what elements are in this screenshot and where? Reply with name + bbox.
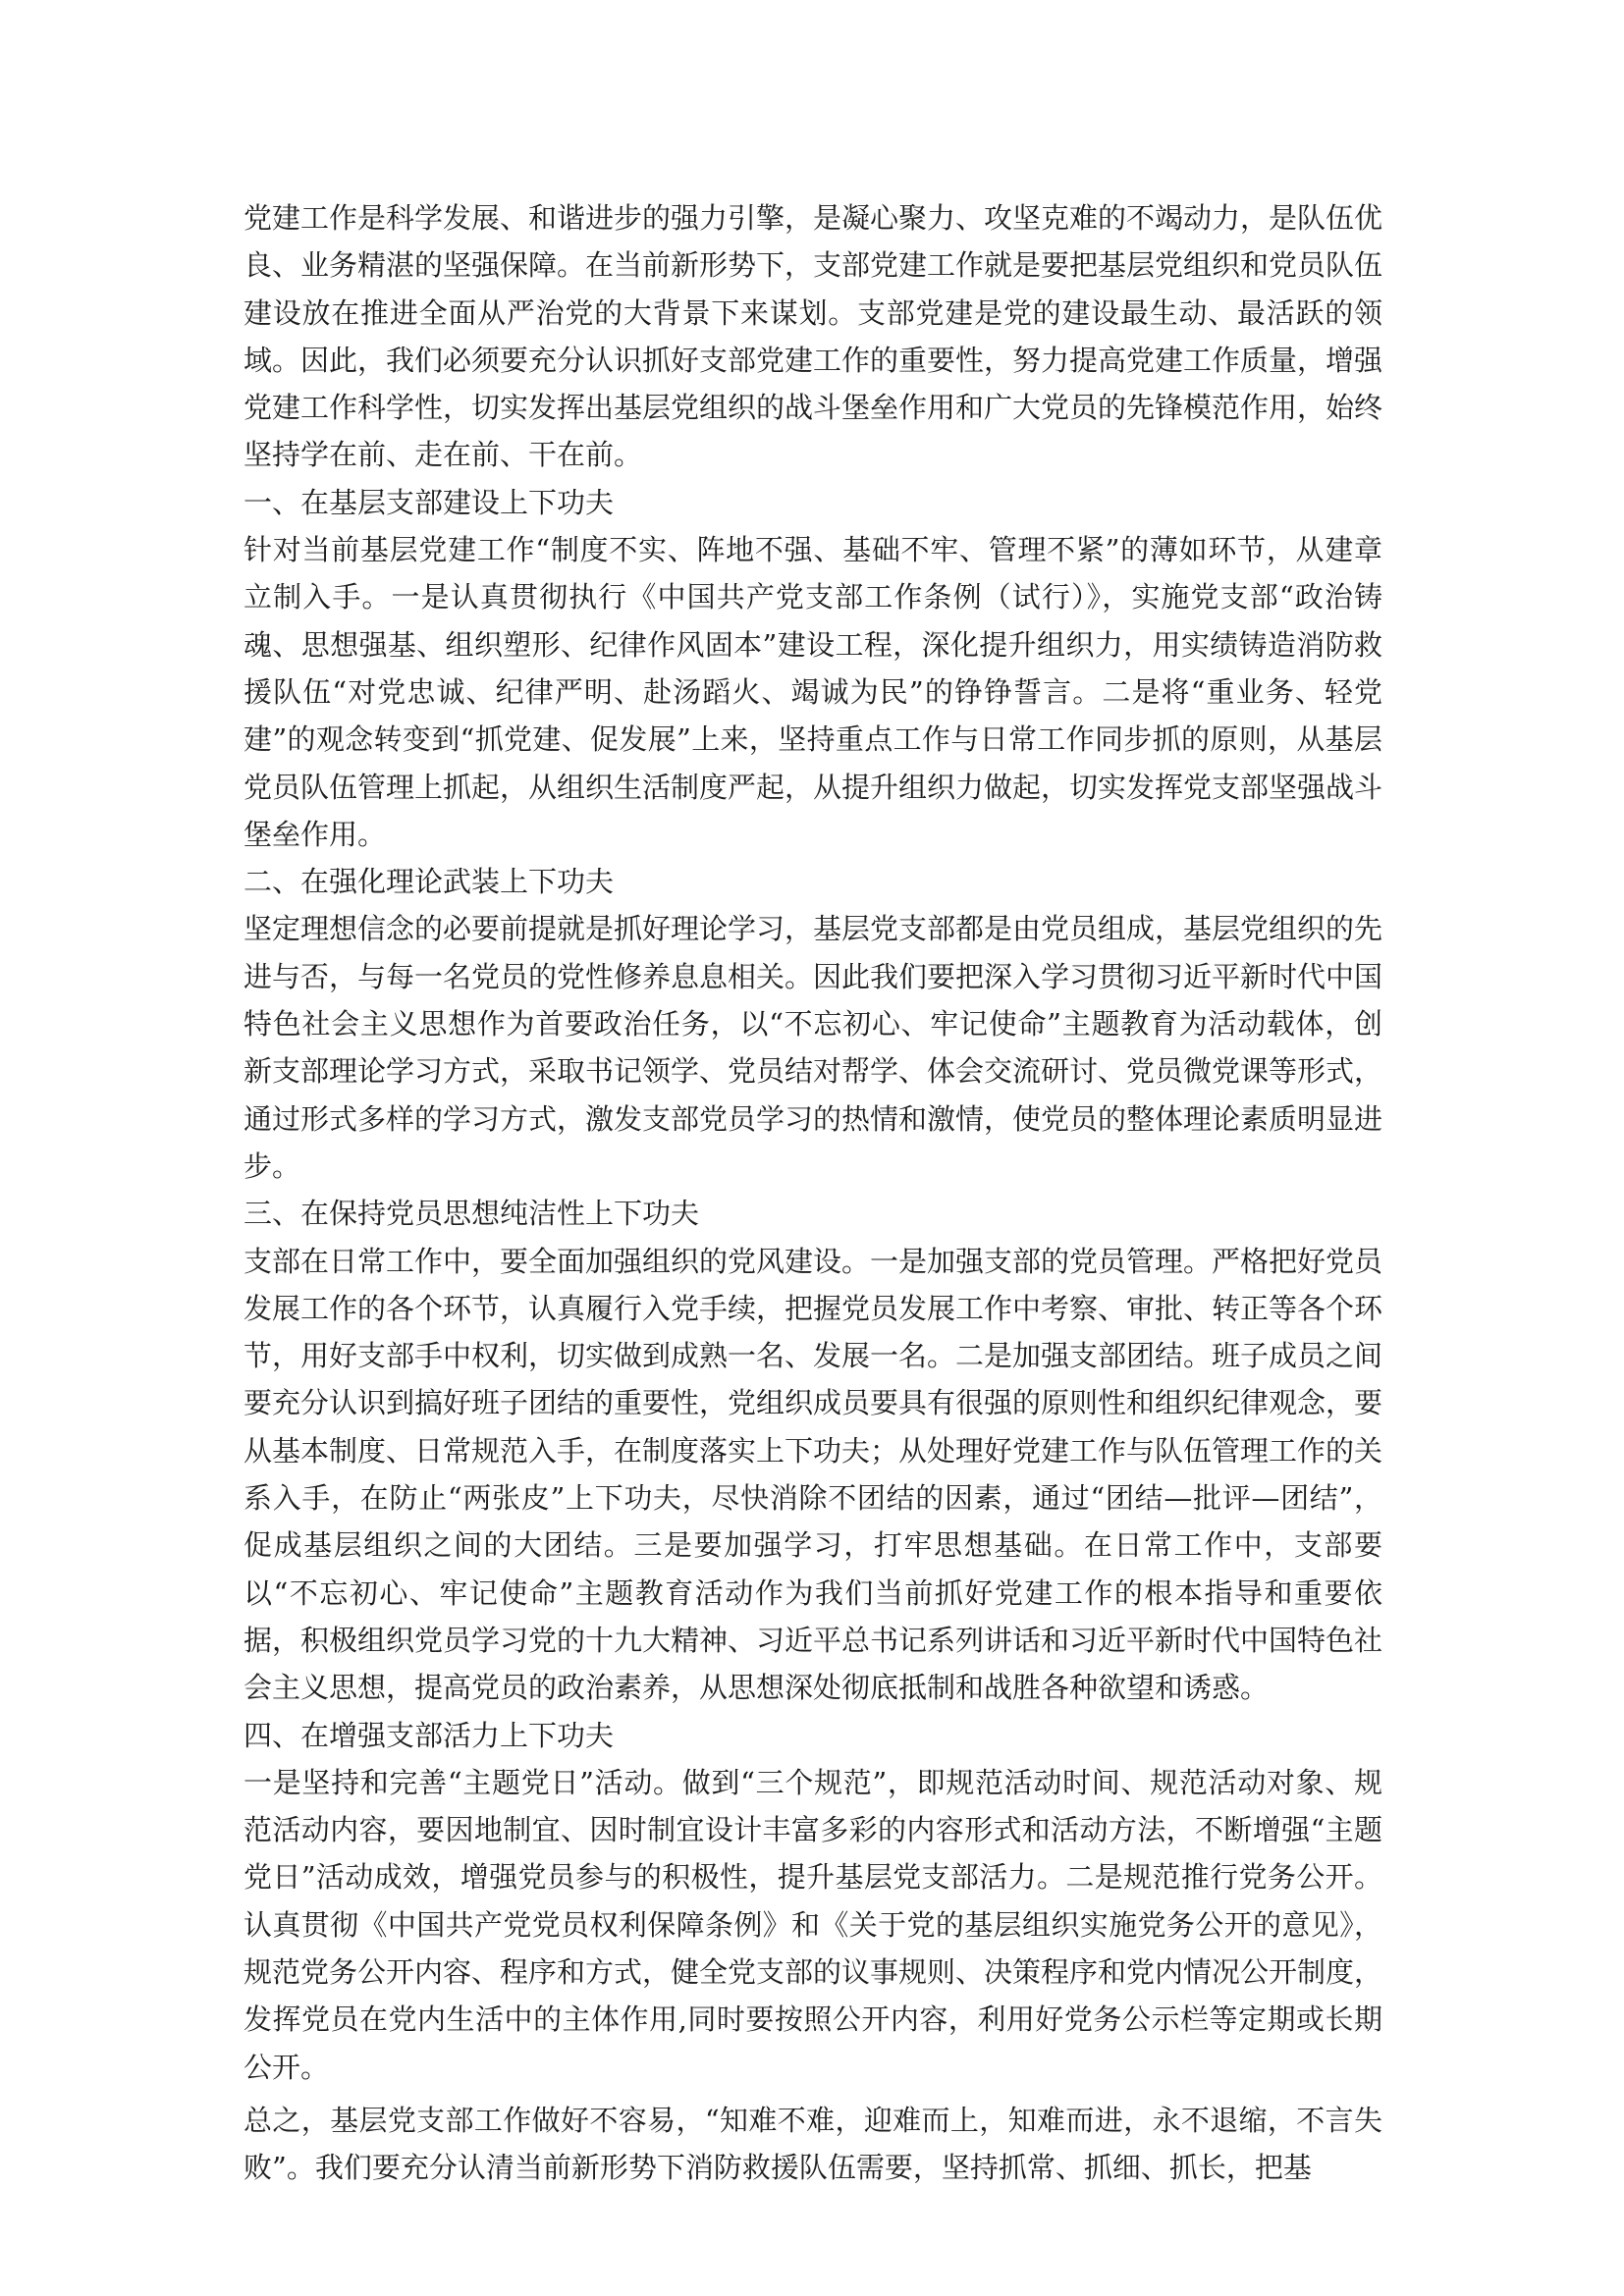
document-body [244,194,1382,2191]
conclusion-paragraph: 总之，基层党支部工作做好不容易，“知难不难，迎难而上，知难而进，永不退缩，不言失败”。我们要充分认清当前新形势下消防救援队伍需要，坚持抓常、抓细、抓长，把基 [244,2103,1382,2185]
section-heading-3: 三、在保持党员思想纯洁性上下功夫 [244,1197,700,1231]
section-heading-2: 二、在强化理论武装上下功夫 [244,865,615,899]
section-heading-4: 四、在增强支部活力上下功夫 [244,1718,615,1752]
section-4-paragraph: 一是坚持和完善“主题党日”活动。做到“三个规范”，即规范活动时间、规范活动对象、规范活动内容，要因地制宜、因时制宜设计丰富多彩的内容形式和活动方法，不断增强“主题党日”活动成效，增强党员参与的积极性，提升基层党支部活力。二是规范推行党务公开。认真贯彻《中国共产党党员权利保障条例》和《关于党的基层组织实施党务公开的意见》，规范党务公开内容、程序和方式，健全党支部的议事规则、决策程序和党内情况公开制度，发挥党员在党内生活中的主体作用,同时要按照公开内容，利用好党务公示栏等定期或长期公开。 [244,1765,1383,2084]
section-1-paragraph: 针对当前基层党建工作“制度不实、阵地不强、基础不牢、管理不紧”的薄如环节，从建章立制入手。一是认真贯彻执行《中国共产党支部工作条例（试行）》，实施党支部“政治铸魂、思想强基、组织塑形、纪律作风固本”建设工程，深化提升组织力，用实绩铸造消防救援队伍“对党忠诚、纪律严明、赴汤蹈火、竭诚为民”的铮铮誓言。二是将“重业务、轻党建”的观念转变到“抓党建、促发展”上来，坚持重点工作与日常工作同步抓的原则，从基层党员队伍管理上抓起，从组织生活制度严起，从提升组织力做起，切实发挥党支部坚强战斗堡垒作用。 [244,533,1383,851]
intro-paragraph: 党建工作是科学发展、和谐进步的强力引擎，是凝心聚力、攻坚克难的不竭动力，是队伍优良、业务精湛的坚强保障。在当前新形势下，支部党建工作就是要把基层党组织和党员队伍建设放在推进全面从严治党的大背景下来谋划。支部党建是党的建设最生动、最活跃的领域。因此，我们必须要充分认识抓好支部党建工作的重要性，努力提高党建工作质量，增强党建工作科学性，切实发挥出基层党组织的战斗堡垒作用和广大党员的先锋模范作用，始终坚持学在前、走在前、干在前。 [244,201,1383,472]
section-heading-1: 一、在基层支部建设上下功夫 [244,485,615,519]
section-3-paragraph: 支部在日常工作中，要全面加强组织的党风建设。一是加强支部的党员管理。严格把好党员发展工作的各个环节，认真履行入党手续，把握党员发展工作中考察、审批、转正等各个环节，用好支部手中权利，切实做到成熟一名、发展一名。二是加强支部团结。班子成员之间要充分认识到搞好班子团结的重要性，党组织成员要具有很强的原则性和组织纪律观念，要从基本制度、日常规范入手，在制度落实上下功夫；从处理好党建工作与队伍管理工作的关系入手，在防止“两张皮”上下功夫，尽快消除不团结的因素，通过“团结—批评—团结”，促成基层组织之间的大团结。三是要加强学习，打牢思想基础。在日常工作中，支部要以“不忘初心、牢记使命”主题教育活动作为我们当前抓好党建工作的根本指导和重要依据，积极组织党员学习党的十九大精神、习近平总书记系列讲话和习近平新时代中国特色社会主义思想，提高党员的政治素养，从思想深处彻底抵制和战胜各种欲望和诱惑。 [244,1244,1383,1705]
section-2-paragraph: 坚定理想信念的必要前提就是抓好理论学习，基层党支部都是由党员组成，基层党组织的先进与否，与每一名党员的党性修养息息相关。因此我们要把深入学习贯彻习近平新时代中国特色社会主义思想作为首要政治任务，以“不忘初心、牢记使命”主题教育为活动载体，创新支部理论学习方式，采取书记领学、党员结对帮学、体会交流研讨、党员微党课等形式，通过形式多样的学习方式，激发支部党员学习的热情和激情，使党员的整体理论素质明显进步。 [244,912,1383,1183]
